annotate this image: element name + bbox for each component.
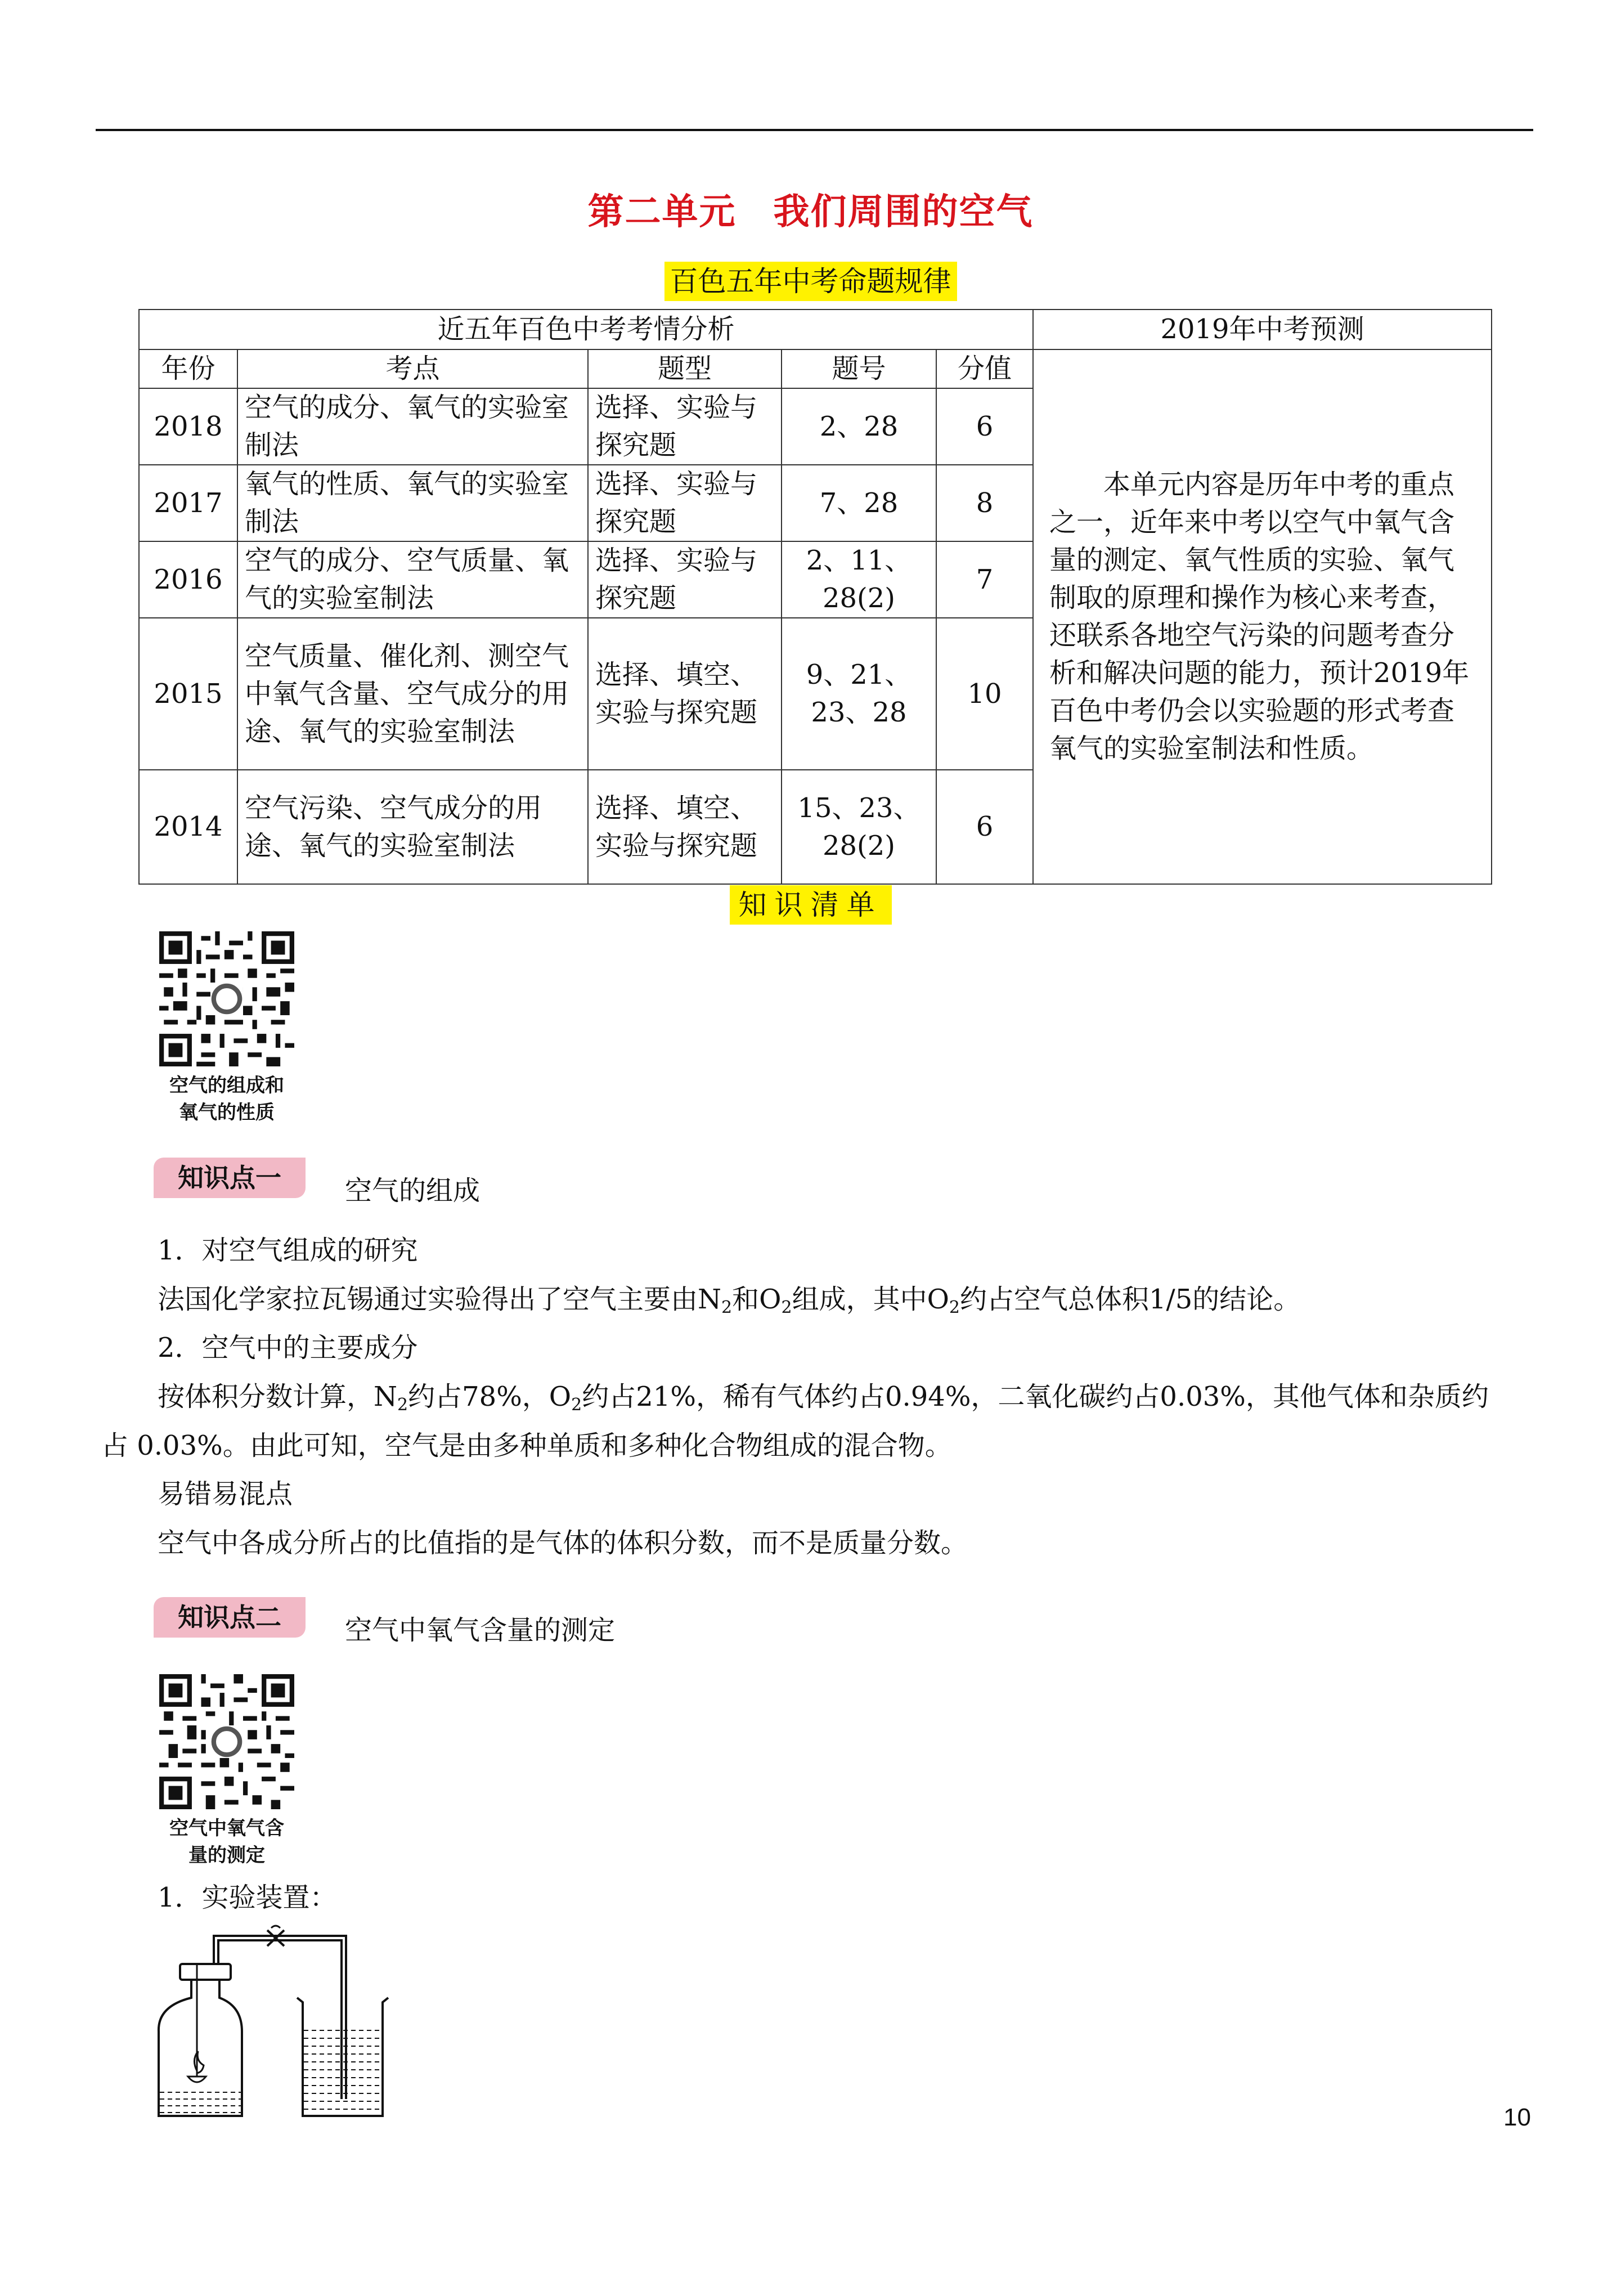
- cell-year: 2016: [139, 541, 237, 618]
- qr-caption-line: 空气的组成和: [169, 1074, 284, 1097]
- qr-code-icon[interactable]: [159, 1674, 294, 1809]
- jar-stopper: [180, 1964, 231, 1980]
- knowledge-point-badge: 知识点二: [154, 1597, 306, 1638]
- qr-caption-line: 空气中氧气含: [169, 1817, 284, 1840]
- heading-apparatus: 1．实验装置：: [158, 1882, 337, 1913]
- prediction-text: 本单元内容是历年中考的重点之一，近年来中考以空气中氧气含量的测定、氧气性质的实验、氧气制取的原理和操作为核心来考查，还联系各地空气污染的问题考查分析和解决问题的能力，预计2019年百色中考仍会以实验题的形式考查氧气的实验室制法和性质。: [1049, 469, 1470, 764]
- cell-year: 2017: [139, 465, 237, 541]
- cell-point: 空气的成分、空气质量、氧气的实验室制法: [237, 541, 588, 618]
- text: 和O: [732, 1284, 782, 1315]
- glass-tube: [214, 1936, 346, 2099]
- cell-type: 选择、填空、实验与探究题: [588, 618, 782, 770]
- subscript: 2: [781, 1298, 792, 1317]
- jar-water: [160, 2092, 241, 2113]
- text: 按体积分数计算，N: [158, 1381, 398, 1412]
- table-head-analysis: 近五年百色中考考情分析: [139, 310, 1033, 349]
- cell-score: 6: [936, 388, 1033, 465]
- header-rule: [96, 129, 1533, 131]
- subscript: 2: [721, 1298, 733, 1317]
- cell-num: 9、21、23、28: [782, 618, 936, 770]
- col-point: 考点: [237, 349, 588, 388]
- knowledge-point-badge: 知识点一: [154, 1158, 306, 1198]
- heading-main-components: 2．空气中的主要成分: [158, 1332, 418, 1364]
- section-title: [0, 259, 1621, 299]
- cell-score: 8: [936, 465, 1033, 541]
- cell-type: 选择、实验与探究题: [588, 465, 782, 541]
- text: 组成，其中O: [792, 1284, 949, 1315]
- cell-num: 2、11、28(2): [782, 541, 936, 618]
- col-num: 题号: [782, 349, 936, 388]
- cell-point: 空气的成分、氧气的实验室制法: [237, 388, 588, 465]
- paragraph-volume-not-mass: 空气中各成分所占的比值指的是气体的体积分数，而不是质量分数。: [158, 1527, 968, 1559]
- subscript: 2: [571, 1395, 582, 1415]
- qr-code-icon[interactable]: [159, 931, 294, 1066]
- subscript: 2: [949, 1298, 960, 1317]
- heading-air-composition-research: 1．对空气组成的研究: [158, 1235, 418, 1266]
- heading-common-mistakes: 易错易混点: [158, 1478, 293, 1510]
- text: 约占78%，O: [408, 1381, 572, 1412]
- cell-num: 7、28: [782, 465, 936, 541]
- paragraph-volume-fraction: [158, 1380, 1489, 1422]
- col-year: 年份: [139, 349, 237, 388]
- cell-point: 空气污染、空气成分的用途、氧气的实验室制法: [237, 770, 588, 884]
- knowledge-point-title: 空气的组成: [345, 1175, 481, 1207]
- jar: [159, 1980, 242, 2116]
- cell-year: 2015: [139, 618, 237, 770]
- knowledge-list-text: 知识清单: [730, 885, 892, 925]
- text: 约占空气总体积1/5的结论。: [960, 1284, 1301, 1315]
- knowledge-list-heading: [0, 882, 1621, 923]
- qr-caption-1: [142, 1072, 311, 1126]
- exam-analysis-table: [138, 309, 1492, 885]
- page-number: 10: [1503, 2104, 1531, 2131]
- paragraph-mixture: 占 0.03%。由此可知，空气是由多种单质和多种化合物组成的混合物。: [101, 1430, 952, 1461]
- text: 约占21%，稀有气体约占0.94%，二氧化碳约占0.03%，其他气体和杂质约: [582, 1381, 1489, 1412]
- knowledge-point-title: 空气中氧气含量的测定: [345, 1615, 616, 1646]
- section-title-text: 百色五年中考命题规律: [664, 262, 957, 301]
- text: 法国化学家拉瓦锡通过实验得出了空气主要由N: [158, 1284, 722, 1315]
- experiment-apparatus-diagram: [152, 1913, 399, 2122]
- cell-year: 2018: [139, 388, 237, 465]
- flame-icon: [194, 2051, 204, 2073]
- subscript: 2: [397, 1395, 408, 1415]
- prediction-cell: [1033, 349, 1492, 884]
- qr-caption-line: 量的测定: [188, 1844, 265, 1867]
- cell-year: 2014: [139, 770, 237, 884]
- table-head-prediction: 2019年中考预测: [1033, 310, 1492, 349]
- col-type: 题型: [588, 349, 782, 388]
- col-score: 分值: [936, 349, 1033, 388]
- unit-title: 第二单元 我们周围的空气: [587, 191, 1034, 233]
- cell-type: 选择、填空、实验与探究题: [588, 770, 782, 884]
- cell-score: 10: [936, 618, 1033, 770]
- cell-score: 7: [936, 541, 1033, 618]
- cell-score: 6: [936, 770, 1033, 884]
- cell-type: 选择、实验与探究题: [588, 541, 782, 618]
- paragraph-lavoisier: [158, 1282, 1300, 1325]
- cell-point: 空气质量、催化剂、测空气中氧气含量、空气成分的用途、氧气的实验室制法: [237, 618, 588, 770]
- cell-point: 氧气的性质、氧气的实验室制法: [237, 465, 588, 541]
- cell-num: 15、23、28(2): [782, 770, 936, 884]
- cell-num: 2、28: [782, 388, 936, 465]
- qr-caption-2: [142, 1815, 311, 1869]
- clamp-icon: [267, 1930, 284, 1946]
- qr-caption-line: 氧气的性质: [179, 1101, 275, 1124]
- cell-type: 选择、实验与探究题: [588, 388, 782, 465]
